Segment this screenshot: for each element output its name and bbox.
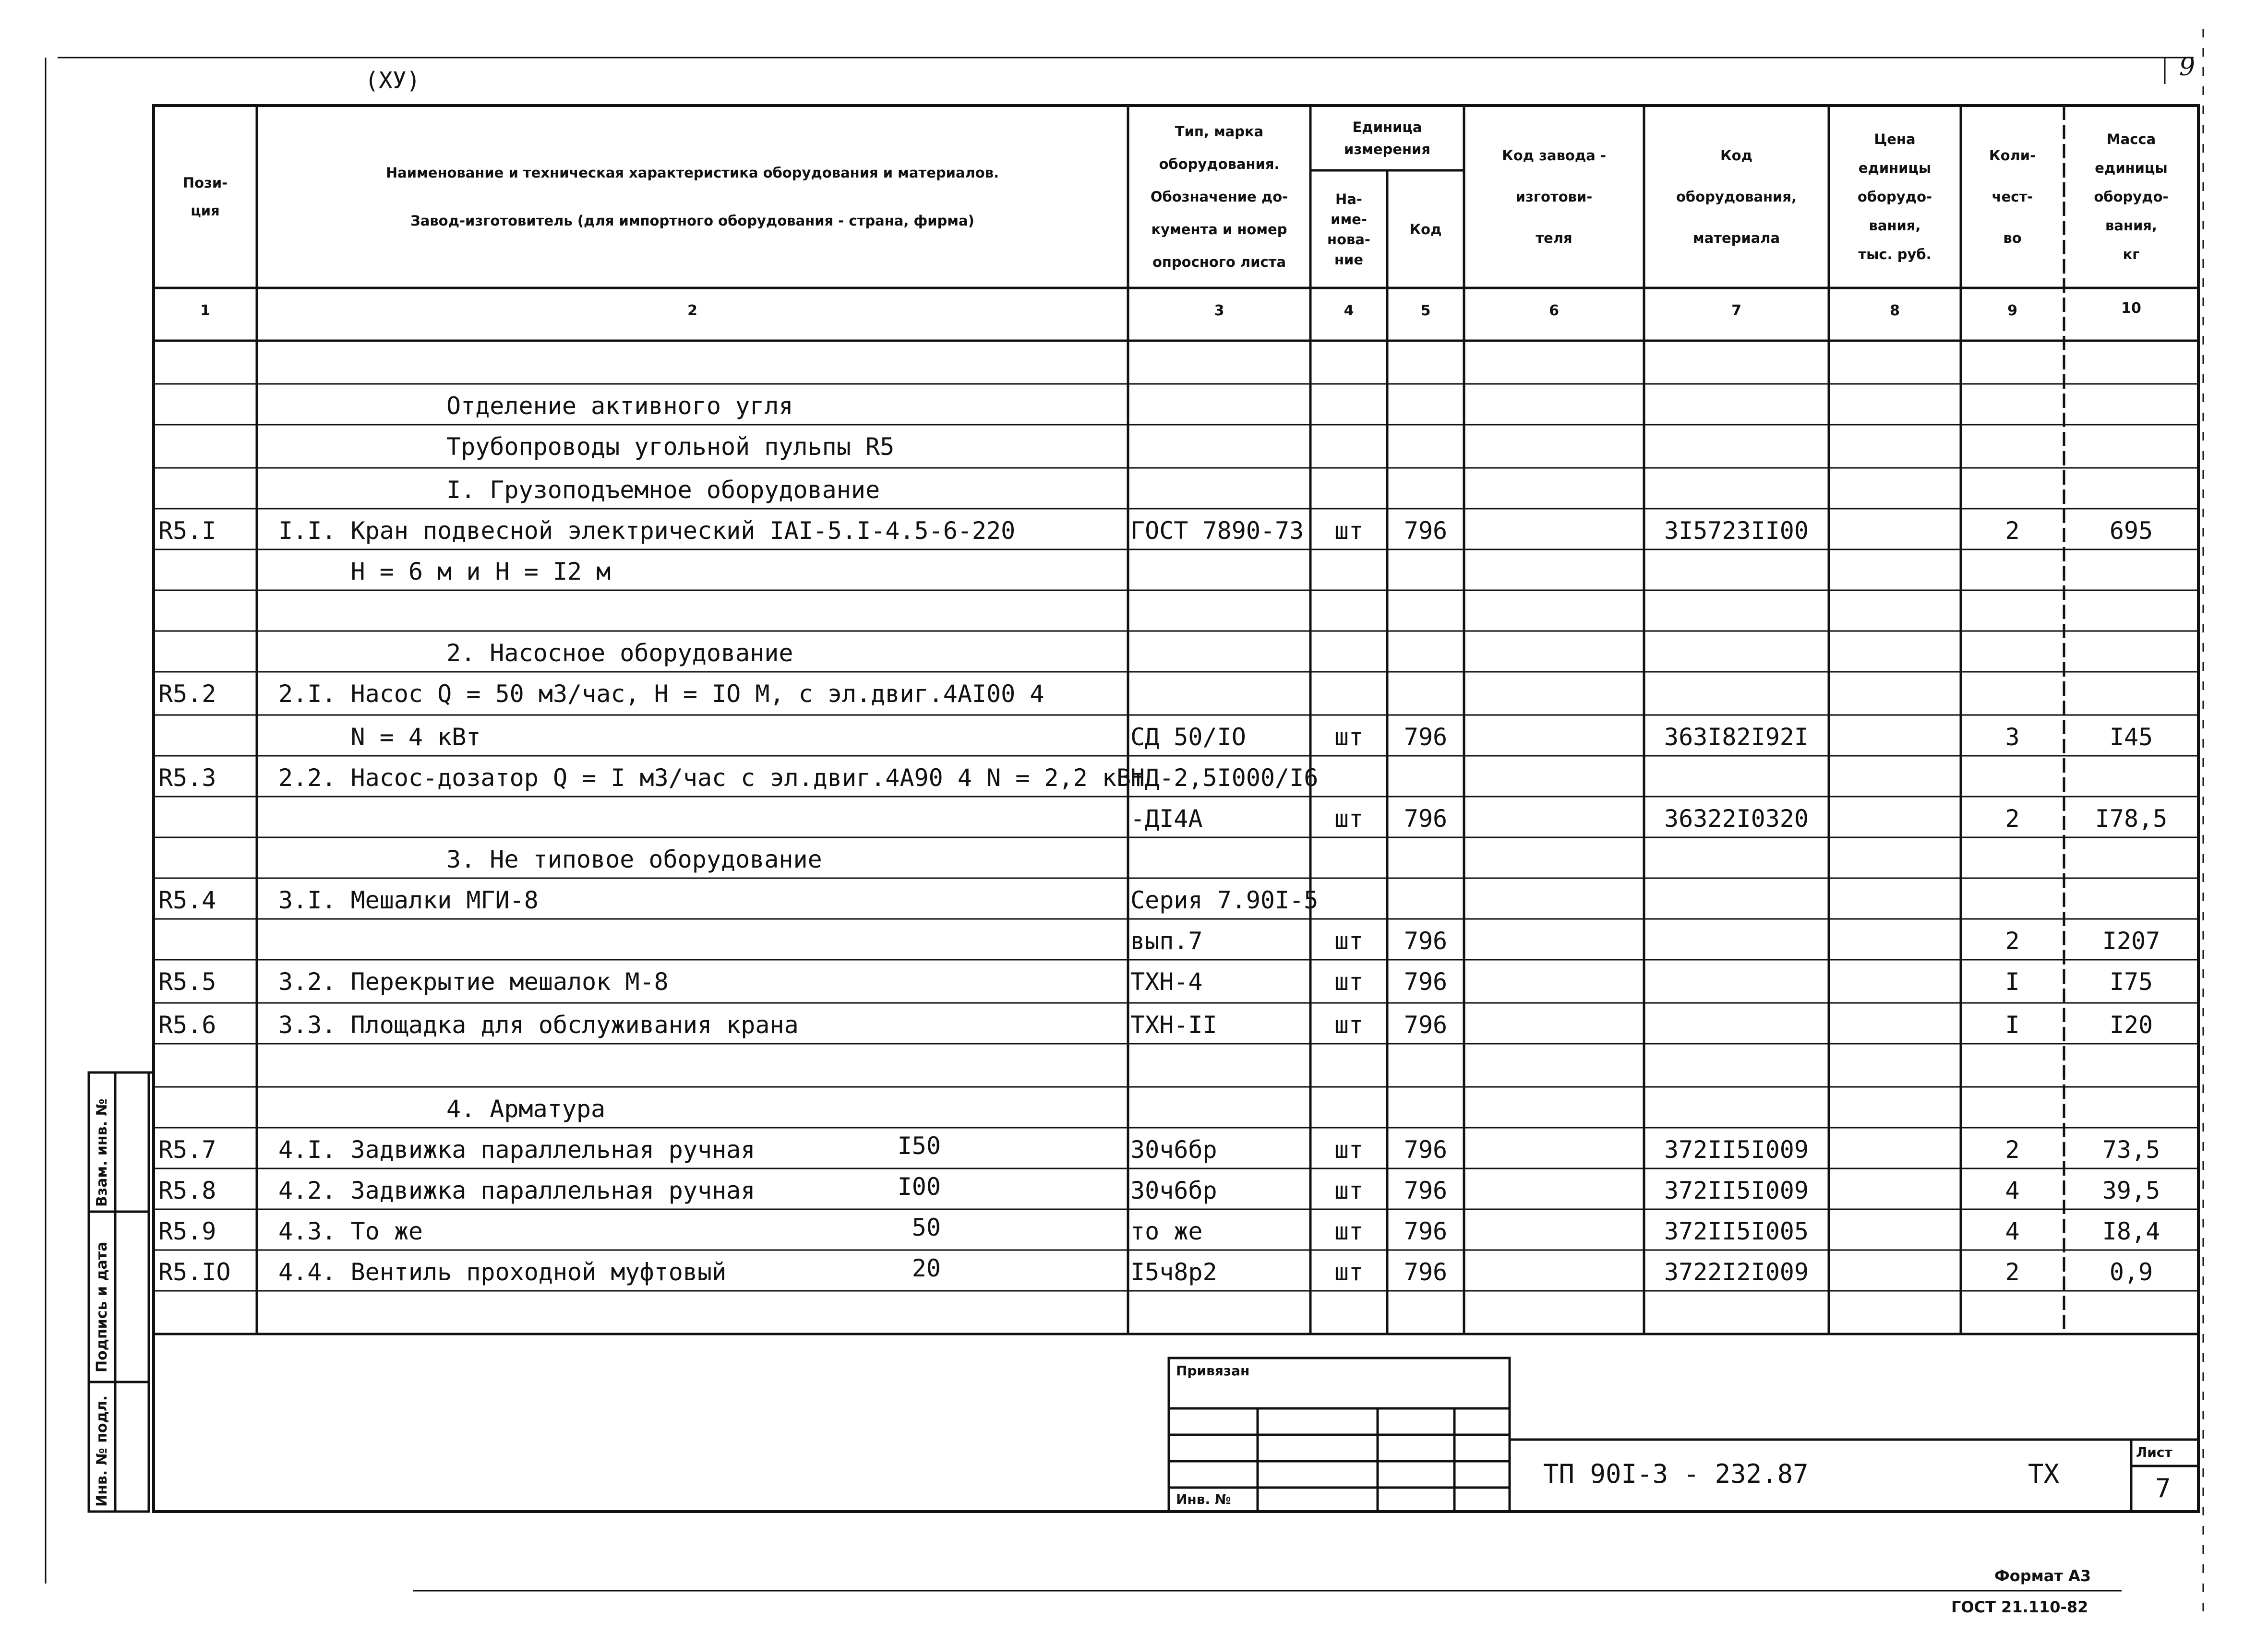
row-nominal-diameter: 20 <box>912 1254 941 1282</box>
row-name: 4.2. Задвижка параллельная ручная <box>278 1177 756 1204</box>
row-name: 2. Насосное оборудование <box>446 639 793 667</box>
row-name: 2.I. Насос Q = 50 м3/час, H = IO M, с эл.двиг.4AI00 4 <box>278 680 1044 708</box>
row-quantity: 2 <box>2005 517 2020 545</box>
row-quantity: 4 <box>2005 1217 2020 1245</box>
row-name: 4.3. То же <box>278 1217 423 1245</box>
row-mass: 73,5 <box>2102 1136 2160 1164</box>
row-quantity: 3 <box>2005 723 2020 751</box>
row-quantity: I <box>2005 968 2020 996</box>
row-quantity: I <box>2005 1011 2020 1039</box>
row-name: 4.I. Задвижка параллельная ручная <box>278 1136 756 1164</box>
row-position: R5.I <box>158 517 216 545</box>
header-position: Пози- ция <box>182 175 228 219</box>
row-name: 3.3. Площадка для обслуживания крана <box>278 1011 799 1039</box>
row-name: Отделение активного угля <box>446 392 793 420</box>
row-position: R5.8 <box>158 1177 216 1204</box>
col-number: 5 <box>1420 302 1431 319</box>
row-type: вып.7 <box>1130 927 1203 955</box>
row-nominal-diameter: I00 <box>897 1173 941 1201</box>
row-name: N = 4 кВт <box>278 723 481 751</box>
stamp-sheet-label: Лист <box>2136 1444 2172 1460</box>
stamp-bound-label: Привязан <box>1176 1363 1250 1379</box>
col-number: 9 <box>2007 302 2017 319</box>
row-unit-code: 796 <box>1404 1011 1448 1039</box>
row-name: H = 6 м и H = I2 м <box>278 558 611 585</box>
row-position: R5.9 <box>158 1217 216 1245</box>
header-price: Цена единицы оборудо- вания, тыс. руб. <box>1857 131 1932 262</box>
row-name: I. Грузоподъемное оборудование <box>446 476 880 504</box>
row-quantity: 4 <box>2005 1177 2020 1204</box>
row-type: 30ч6бр <box>1130 1136 1217 1164</box>
col-number: 2 <box>687 302 697 319</box>
row-type: НД-2,5I000/I6 <box>1130 764 1319 792</box>
header-name: Наименование и техническая характеристика оборудования и материалов. Завод-изготовитель (для импортного оборудования - страна, фирма) <box>385 165 999 229</box>
row-name: 4.4. Вентиль проходной муфтовый <box>278 1258 727 1286</box>
row-mass: I20 <box>2109 1011 2153 1039</box>
side-stamp-sign-date: Подпись и дата <box>94 1241 110 1372</box>
row-equipment-code: 372II5I005 <box>1664 1217 1809 1245</box>
row-quantity: 2 <box>2005 1136 2020 1164</box>
row-position: R5.7 <box>158 1136 216 1164</box>
row-type: ТХН-II <box>1130 1011 1217 1039</box>
col-number: 8 <box>1890 302 1900 319</box>
row-unit: шт <box>1334 1217 1364 1245</box>
row-name: 4. Арматура <box>446 1095 606 1123</box>
footer-format: Формат A3 <box>1994 1567 2091 1585</box>
row-name: 3.I. Мешалки МГИ-8 <box>278 886 539 914</box>
row-unit-code: 796 <box>1404 1217 1448 1245</box>
row-quantity: 2 <box>2005 805 2020 833</box>
row-type: СД 50/IO <box>1130 723 1246 751</box>
row-unit: шт <box>1334 723 1364 751</box>
row-position: R5.6 <box>158 1011 216 1039</box>
row-equipment-code: 372II5I009 <box>1664 1136 1809 1164</box>
row-unit-code: 796 <box>1404 927 1448 955</box>
row-mass: I8,4 <box>2102 1217 2160 1245</box>
row-nominal-diameter: 50 <box>912 1214 941 1241</box>
row-unit-code: 796 <box>1404 1177 1448 1204</box>
row-name: I.I. Кран подвесной электрический IAI-5.I-4.5-6-220 <box>278 517 1016 545</box>
col-number: 3 <box>1214 302 1224 319</box>
row-type: то же <box>1130 1217 1203 1245</box>
row-unit-code: 796 <box>1404 805 1448 833</box>
col-number: 7 <box>1731 302 1741 319</box>
row-unit-code: 796 <box>1404 517 1448 545</box>
header-type: Тип, марка оборудования. Обозначение до- кумента и номер опросного листа <box>1150 123 1288 270</box>
row-type: I5ч8р2 <box>1130 1258 1217 1286</box>
row-mass: I207 <box>2102 927 2160 955</box>
side-stamp-replace-inv: Взам. инв. № <box>94 1098 110 1207</box>
row-name: 3. Не типовое оборудование <box>446 846 822 873</box>
row-quantity: 2 <box>2005 1258 2020 1286</box>
row-mass: I75 <box>2109 968 2153 996</box>
row-type: Серия 7.90I-5 <box>1130 886 1319 914</box>
sheet-number: 9 <box>2179 53 2196 82</box>
header-unit: Единица измерения <box>1344 119 1430 157</box>
row-unit: шт <box>1334 968 1364 996</box>
row-unit: шт <box>1334 1136 1364 1164</box>
row-unit-code: 796 <box>1404 1258 1448 1286</box>
row-position: R5.2 <box>158 680 216 708</box>
row-mass: 39,5 <box>2102 1177 2160 1204</box>
row-unit: шт <box>1334 1177 1364 1204</box>
row-name: 3.2. Перекрытие мешалок М-8 <box>278 968 669 996</box>
row-position: R5.3 <box>158 764 216 792</box>
row-position: R5.IO <box>158 1258 231 1286</box>
row-equipment-code: 363I82I92I <box>1664 723 1809 751</box>
row-unit: шт <box>1334 1011 1364 1039</box>
stamp-stage: ТХ <box>2028 1459 2060 1489</box>
stamp-document-code: ТП 90I-3 - 232.87 <box>1543 1459 1809 1489</box>
row-position: R5.5 <box>158 968 216 996</box>
stamp-inv-label: Инв. № <box>1176 1491 1231 1507</box>
row-quantity: 2 <box>2005 927 2020 955</box>
row-equipment-code: 372II5I009 <box>1664 1177 1809 1204</box>
footer-gost: ГОСТ 21.110-82 <box>1951 1598 2088 1616</box>
stamp-sheet-value: 7 <box>2155 1473 2171 1503</box>
header-mass: Масса единицы оборудо- вания, кг <box>2094 131 2169 262</box>
row-mass: 695 <box>2109 517 2153 545</box>
col-number: 1 <box>200 302 210 319</box>
col-number: 4 <box>1344 302 1354 319</box>
row-type: ТХН-4 <box>1130 968 1203 996</box>
header-unit-code: Код <box>1409 221 1442 238</box>
col-number: 6 <box>1549 302 1559 319</box>
row-equipment-code: 36322I0320 <box>1664 805 1809 833</box>
row-mass: I78,5 <box>2095 805 2168 833</box>
row-mass: 0,9 <box>2109 1258 2153 1286</box>
section-mark: (XУ) <box>365 67 420 94</box>
row-unit-code: 796 <box>1404 968 1448 996</box>
col-number: 10 <box>2121 300 2141 317</box>
row-unit-code: 796 <box>1404 723 1448 751</box>
row-type: 30ч6бр <box>1130 1177 1217 1204</box>
row-unit-code: 796 <box>1404 1136 1448 1164</box>
row-mass: I45 <box>2109 723 2153 751</box>
row-type: -ДI4A <box>1130 805 1203 833</box>
header-quantity: Коли- чест- во <box>1989 147 2036 246</box>
header-factory-code: Код завода - изготови- теля <box>1502 147 1606 246</box>
row-unit: шт <box>1334 1258 1364 1286</box>
row-position: R5.4 <box>158 886 216 914</box>
row-equipment-code: 3I5723II00 <box>1664 517 1809 545</box>
row-name: Трубопроводы угольной пульпы R5 <box>446 433 895 461</box>
row-unit: шт <box>1334 805 1364 833</box>
row-equipment-code: 3722I2I009 <box>1664 1258 1809 1286</box>
row-nominal-diameter: I50 <box>897 1132 941 1160</box>
side-stamp-inv-orig: Инв. № подл. <box>94 1395 110 1507</box>
row-unit: шт <box>1334 927 1364 955</box>
header-equipment-code: Код оборудования, материала <box>1676 147 1797 246</box>
row-name: 2.2. Насос-дозатор Q = I м3/час с эл.двиг.4A90 4 N = 2,2 кВт <box>278 764 1146 792</box>
row-type: ГОСТ 7890-73 <box>1130 517 1304 545</box>
header-unit-name: На- име- нова- ние <box>1327 191 1370 268</box>
row-unit: шт <box>1334 517 1364 545</box>
